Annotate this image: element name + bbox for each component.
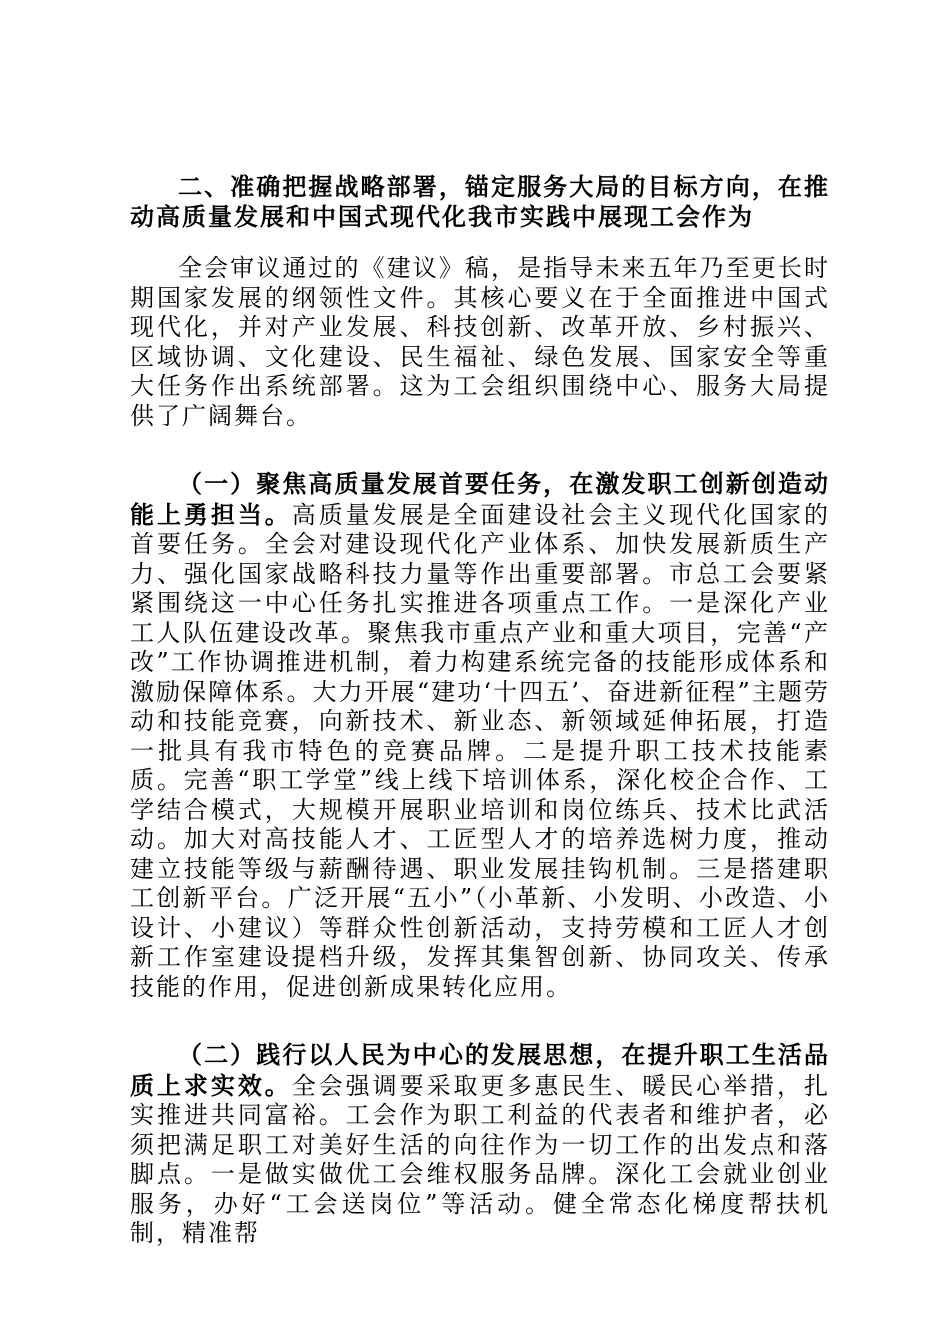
subsection-2-paragraph [130,1040,830,1249]
subsection-2-title: （二）践行以人民为中心的发展思想，在提升职工生活品质上求实效。 [130,1040,830,1100]
subsection-1-paragraph [130,469,830,1002]
section-heading: 二、准确把握战略部署，锚定服务大局的目标方向，在推动高质量发展和中国式现代化我市实践中展现工会作为 [130,172,830,231]
subsection-2-body: 全会强调要采取更多惠民生、暖民心举措，扎实推进共同富裕。工会作为职工利益的代表者和维护者，必须把满足职工对美好生活的向往作为一切工作的出发点和落脚点。一是做实做优工会维权服务品牌。深化工会就业创业服务，办好“工会送岗位”等活动。健全常态化梯度帮扶机制，精准帮 [130,1071,831,1247]
subsection-1-title: （一）聚焦高质量发展首要任务，在激发职工创新创造动能上勇担当。 [130,469,830,529]
document-page [130,160,830,1249]
subsection-1-body: 高质量发展是全面建设社会主义现代化国家的首要任务。全会对建设现代化产业体系、加快发展新质生产力、强化国家战略科技力量等作出重要部署。市总工会要紧紧围绕这一中心任务扎实推进各项重点工作。一是深化产业工人队伍建设改革。聚焦我市重点产业和重大项目，完善“产改”工作协调推进机制，着力构建系统完备的技能形成体系和激励保障体系。大力开展“建功‘十四五’、奋进新征程”主题劳动和技能竞赛，向新技术、新业态、新领域延伸拓展，打造一批具有我市特色的竞赛品牌。二是提升职工技术技能素质。完善“职工学堂”线上线下培训体系，深化校企合作、工学结合模式，大规模开展职业培训和岗位练兵、技术比武活动。加大对高技能人才、工匠型人才的培养选树力度，推动建立技能等级与薪酬待遇、职业发展挂钩机制。三是搭建职工创新平台。广泛开展“五小”（小革新、小发明、小改造、小设计、小建议）等群众性创新活动，支持劳模和工匠人才创新工作室建设提档升级，发挥其集智创新、协同攻关、传承技能的作用，促进创新成果转化应用。 [130,500,831,1001]
intro-paragraph: 全会审议通过的《建议》稿，是指导未来五年乃至更长时期国家发展的纲领性文件。其核心要义在于全面推进中国式现代化，并对产业发展、科技创新、改革开放、乡村振兴、区域协调、文化建设、民生福祉、绿色发展、国家安全等重大任务作出系统部署。这为工会组织围绕中心、服务大局提供了广阔舞台。 [130,254,830,430]
